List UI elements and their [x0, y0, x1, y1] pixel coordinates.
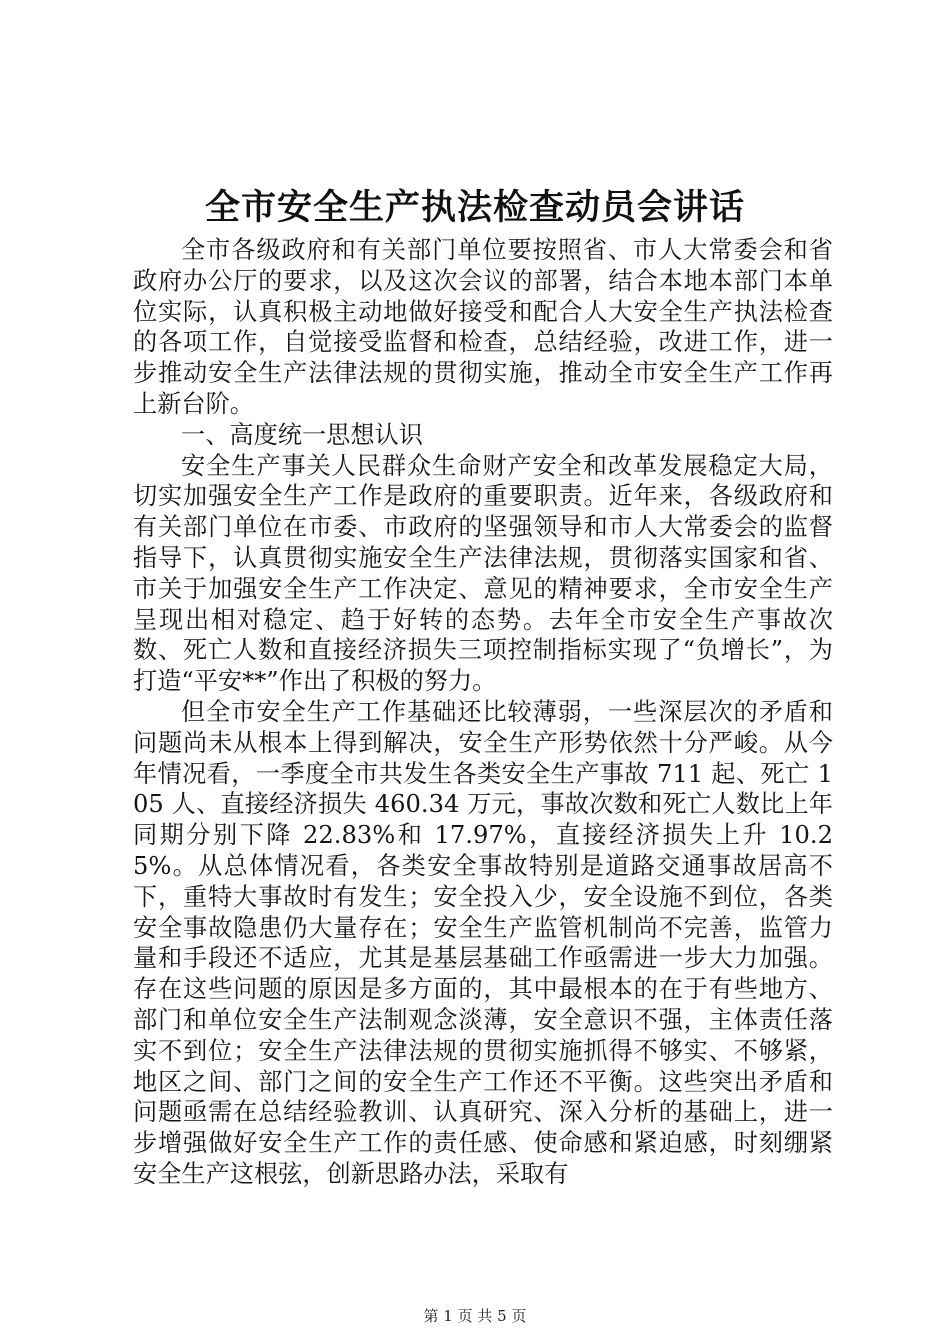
section-heading-1: 一、高度统一思想认识 — [181, 420, 423, 449]
paragraph-section-1: 安全生产事关人民群众生命财产安全和改革发展稳定大局，切实加强安全生产工作是政府的重要职责。近年来，各级政府和有关部门单位在市委、市政府的坚强领导和市人大常委会的监督指导下，认真贯彻实施安全生产法律法规，贯彻落实国家和省、市关于加强安全生产工作决定、意见的精神要求，全市安全生产呈现出相对稳定、趋于好转的态势。去年全市安全生产事故次数、死亡人数和直接经济损失三项控制指标实现了“负增长”，为打造“平安**”作出了积极的努力。 — [133, 451, 833, 696]
document-title: 全市安全生产执法检查动员会讲话 — [204, 188, 745, 228]
paragraph-intro: 全市各级政府和有关部门单位要按照省、市人大常委会和省政府办公厅的要求，以及这次会议的部署，结合本地本部门本单位实际，认真积极主动地做好接受和配合人大安全生产执法检查的各项工作，自觉接受监督和检查，总结经验，改进工作，进一步推动安全生产法律法规的贯彻实施，推动全市安全生产工作再上新台阶。 — [133, 236, 833, 418]
paragraph-section-1-continued: 但全市安全生产工作基础还比较薄弱，一些深层次的矛盾和问题尚未从根本上得到解决，安全生产形势依然十分严峻。从今年情况看，一季度全市共发生各类安全生产事故 711 起、死亡 105 人、直接经济损失 460.34 万元，事故次数和死亡人数比上年同期分别下降 22.83%和 17.97%，直接经济损失上升 10.25%。从总体情况看，各类安全事故特别是道路交通事故居高不下，重特大事故时有发生；安全投入少，安全设施不到位，各类安全事故隐患仍大量存在；安全生产监管机制尚不完善，监管力量和手段还不适应，尤其是基层基础工作亟需进一步大力加强。存在这些问题的原因是多方面的，其中最根本的在于有些地方、部门和单位安全生产法制观念淡薄，安全意识不强，主体责任落实不到位；安全生产法律法规的贯彻实施抓得不够实、不够紧，地区之间、部门之间的安全生产工作还不平衡。这些突出矛盾和问题亟需在总结经验教训、认真研究、深入分析的基础上，进一步增强做好安全生产工作的责任感、使命感和紧迫感，时刻绷紧安全生产这根弦，创新思路办法，采取有 — [133, 697, 833, 1188]
page-footer: 第 1 页 共 5 页 — [423, 1307, 527, 1325]
document-body — [133, 235, 833, 1190]
